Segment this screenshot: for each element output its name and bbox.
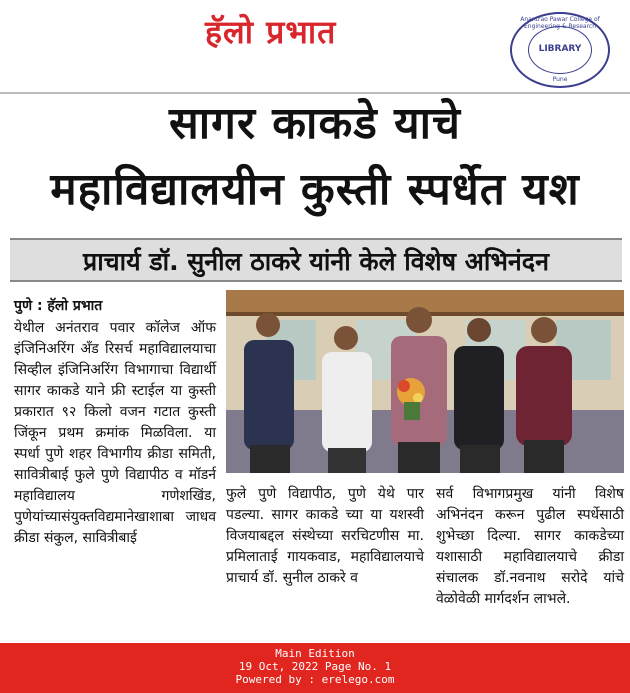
newspaper-title: हॅलो प्रभात bbox=[205, 13, 337, 51]
subheadline-bar bbox=[10, 238, 622, 282]
footer-edition: Main Edition bbox=[275, 647, 355, 660]
headline-line-1: सागर काकडे याचे bbox=[169, 98, 461, 149]
footer-date-page: 19 Oct, 2022 Page No. 1 bbox=[238, 660, 392, 673]
subheadline: प्राचार्य डॉ. सुनील ठाकरे यांनी केले विशेष अभिनंदन bbox=[83, 247, 549, 276]
headline-line-2: महाविद्यालयीन कुस्ती स्पर्धेत यश bbox=[50, 164, 580, 215]
stamp-center-text: LIBRARY bbox=[538, 44, 582, 54]
article-column-1: येथील अनंतराव पवार कॉलेज ऑफ इंजिनिअरिंग अँड रिसर्च महाविद्यालयाचा सिव्हील इंजिनिअरिंग विभागाचा विद्यार्थी सागर काकडे याने फ्री स्टाईल या कुस्ती प्रकारात ९२ किलो वजन गटात कुस्ती जिंकून प्रथम क्रमांक मिळविला. या स्पर्धा पुणे शहर विभागीय क्रीडा समिती, सावित्रीबाई फुले पुणे विद्यापीठ व मॉडर्न महाविद्यालय गणेशखिंड, पुणेयांच्यासंयुक्तविद्यमानेखाशाबा जाधव क्रीडा संकुल, सावित्रीबाई bbox=[14, 320, 216, 546]
masthead-divider bbox=[0, 92, 630, 94]
footer-powered-by: Powered by : erelego.com bbox=[235, 673, 395, 686]
dateline: पुणे : हॅलो प्रभात bbox=[14, 298, 103, 314]
library-stamp bbox=[510, 12, 610, 88]
stamp-ring-text: Anantrao Pawar College of Engineering & Research bbox=[520, 16, 600, 30]
article-photo bbox=[226, 290, 624, 473]
stamp-bottom-text: Pune bbox=[552, 76, 568, 83]
article-column-2: फुले पुणे विद्यापीठ, पुणे येथे पार पडल्या. सागर काकडे च्या या यशस्वी विजयाबद्दल संस्थेच्या सरचिटणीस मा. प्रमिलाताई गायकवाड, महाविद्यालयाचे प्राचार्य डॉ. सुनील ठाकरे व bbox=[226, 486, 424, 586]
photo-illustration bbox=[226, 290, 624, 473]
article-column-3: सर्व विभागप्रमुख यांनी विशेष अभिनंदन करून पुढील स्पर्धेसाठी शुभेच्छा दिल्या. सागर काकडेच्या यशासाठी महाविद्यालयाचे क्रीडा संचालक डॉ.नवनाथ सरोदे यांचे वेळोवेळी मार्गदर्शन लाभले. bbox=[436, 486, 624, 607]
edition-footer bbox=[0, 643, 630, 693]
